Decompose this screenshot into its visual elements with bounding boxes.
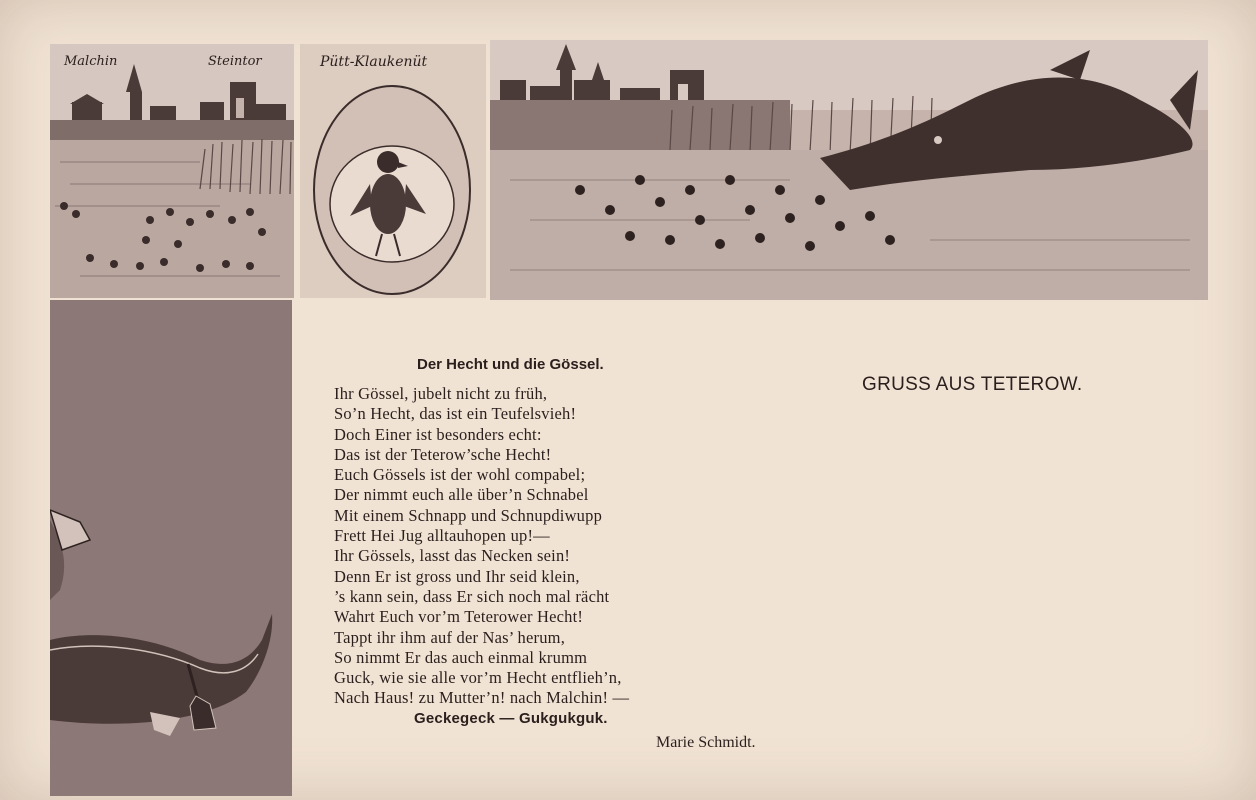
egg-chick-panel	[300, 44, 486, 298]
greeting-heading: GRUSS AUS TETEROW.	[862, 374, 1083, 395]
lake-pike-panel	[490, 40, 1208, 300]
pike-bell-illustration	[50, 300, 292, 796]
poem-line: Doch Einer ist besonders echt:	[334, 424, 542, 444]
poem-line: Frett Hei Jug alltauhopen up!—	[334, 526, 550, 546]
poem-line: Wahrt Euch vor’m Teterower Hecht!	[334, 607, 584, 627]
poem-line: Euch Gössels ist der wohl compabel;	[334, 465, 586, 485]
malchin-label: Malchin	[64, 54, 118, 69]
poem-line: Nach Haus! zu Mutter’n! nach Malchin! —	[334, 688, 630, 708]
poem-line: Ihr Gössels, lasst das Necken sein!	[334, 546, 571, 566]
lake-pike-illustration	[490, 40, 1208, 300]
poem-title: Der Hecht und die Gössel.	[417, 356, 604, 373]
poem-line: Guck, wie sie alle vor’m Hecht entflieh’n,	[334, 668, 622, 688]
poem-line: Der nimmt euch alle über’n Schnabel	[334, 485, 589, 505]
poem-author: Marie Schmidt.	[656, 734, 756, 751]
egg-chick-illustration	[300, 44, 486, 298]
poem-line: So nimmt Er das auch einmal krumm	[334, 647, 588, 667]
egg-panel-label: Pütt-Klaukenüt	[320, 54, 428, 70]
poem-line: Denn Er ist gross und Ihr seid klein,	[334, 566, 580, 586]
malchin-scene-illustration	[50, 44, 294, 298]
poem-line: Mit einem Schnapp und Schnupdiwupp	[334, 505, 603, 525]
pike-bell-panel	[50, 300, 292, 796]
poem-line: Tappt ihr ihm auf der Nas’ herum,	[334, 627, 566, 647]
poem-line: So’n Hecht, das ist ein Teufelsvieh!	[334, 404, 577, 424]
poem-lines	[334, 384, 629, 729]
poem-line: Ihr Gössel, jubelt nicht zu früh,	[334, 384, 548, 403]
steintor-label: Steintor	[208, 54, 262, 69]
poem-line: Geckegeck — Gukgukguk.	[414, 709, 608, 727]
poem-line: ’s kann sein, dass Er sich noch mal rächt	[334, 586, 610, 606]
poem-line: Das ist der Teterow’sche Hecht!	[334, 444, 552, 464]
malchin-scene-panel	[50, 44, 294, 298]
